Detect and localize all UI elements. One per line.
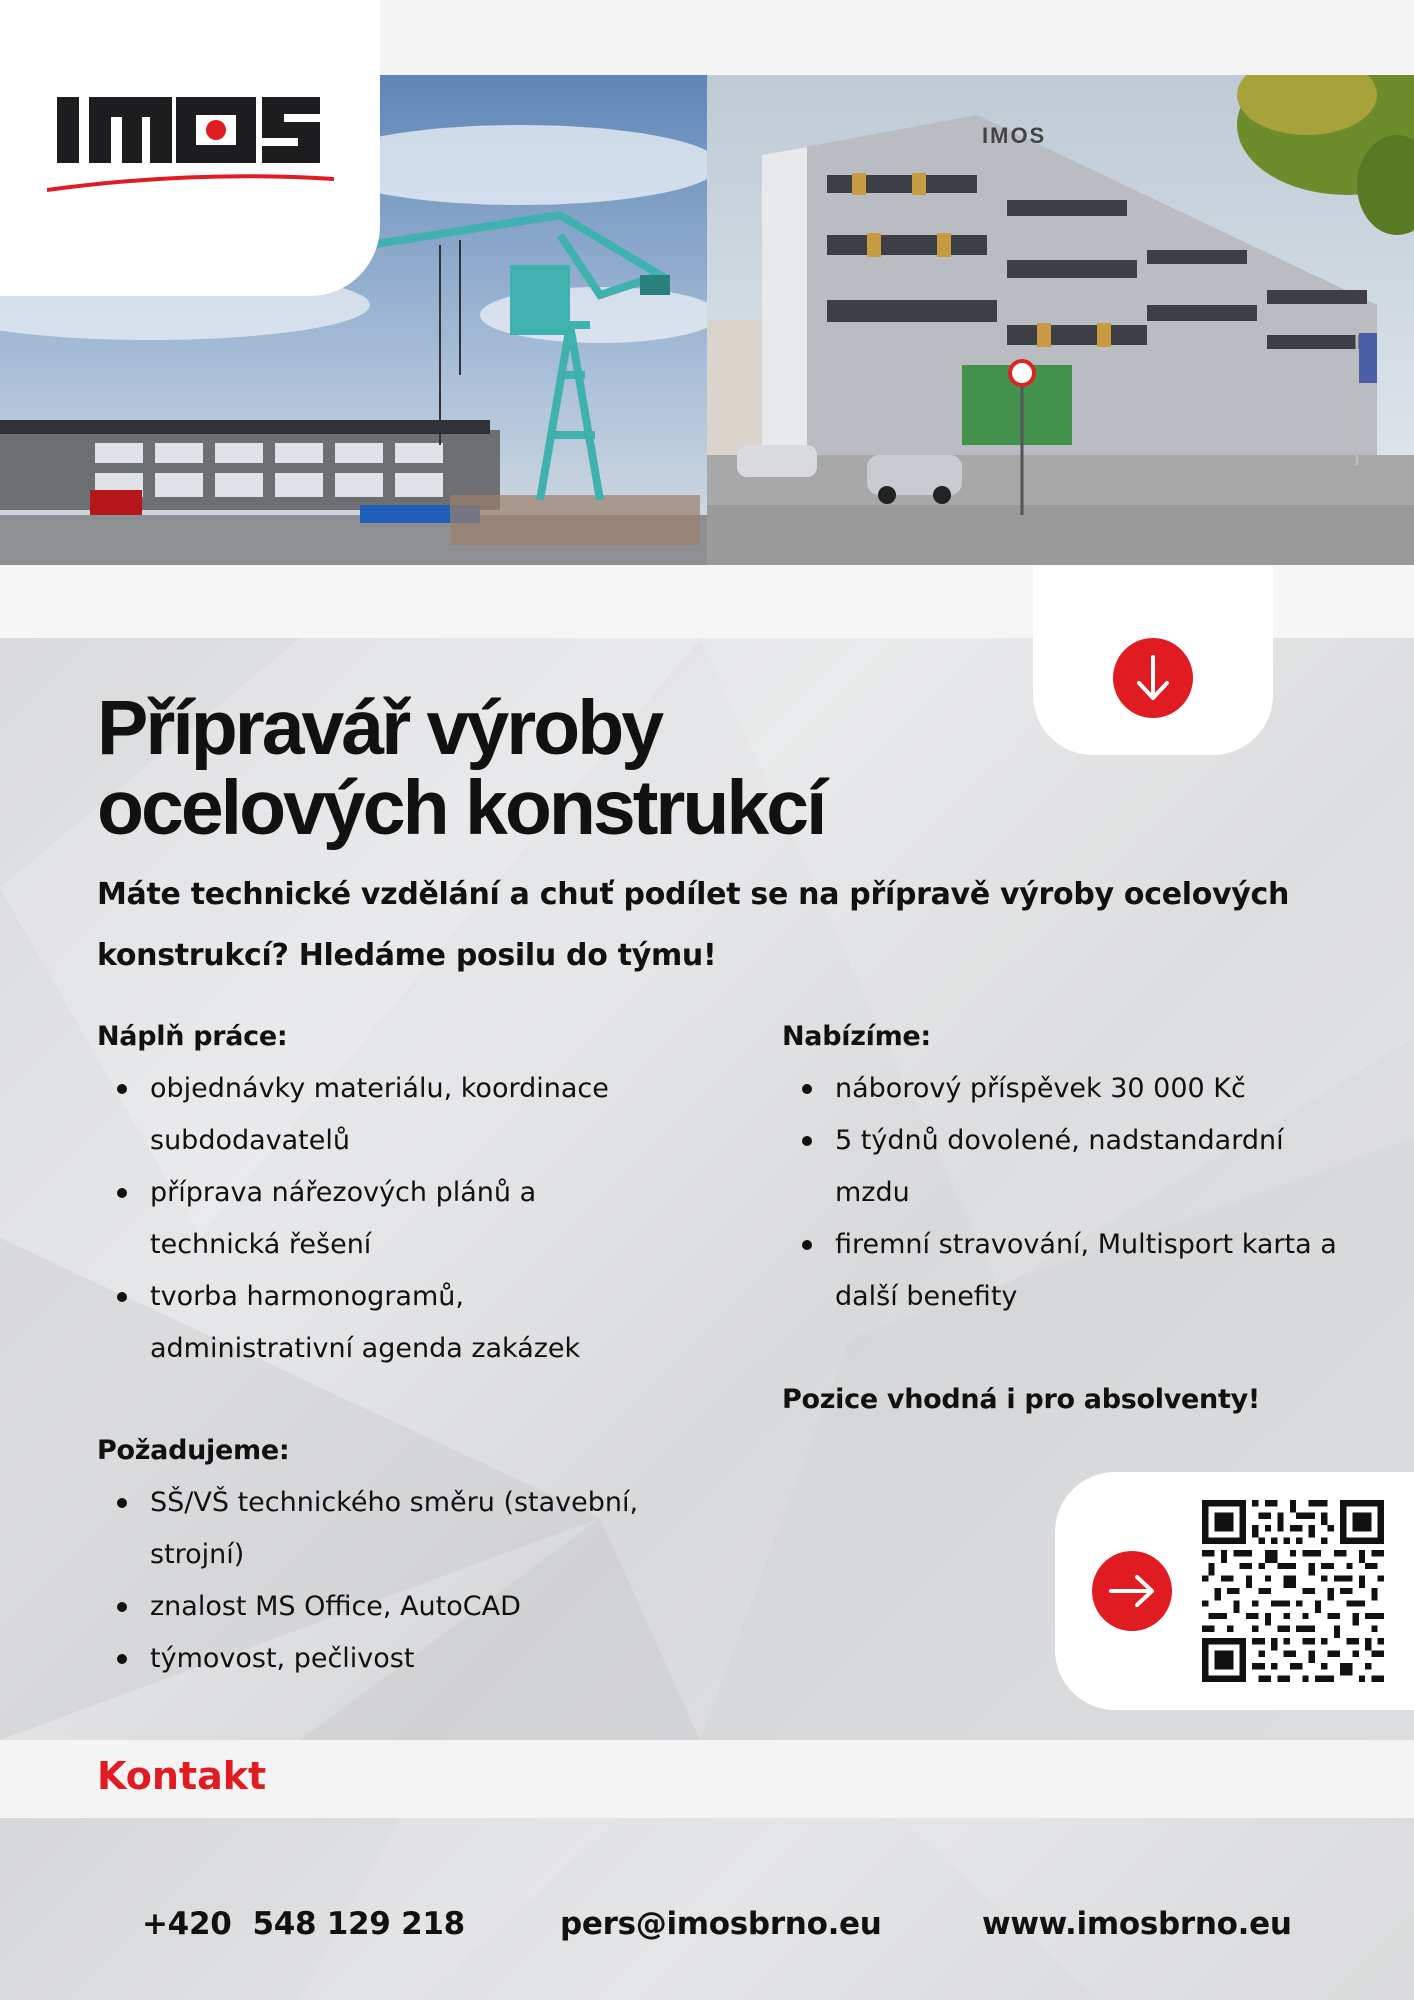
arrow-right-icon[interactable]	[1092, 1551, 1172, 1631]
contact-email[interactable]: pers@imosbrno.eu	[560, 1906, 882, 1942]
office-building-photo	[707, 75, 1414, 565]
section-job-duties	[97, 1011, 657, 1375]
contact-header-bar	[0, 1740, 1414, 1818]
section-requirements	[97, 1425, 657, 1685]
list-item: SŠ/VŠ technického směru (stavební, strojní)	[97, 1477, 657, 1581]
qr-card	[1055, 1472, 1414, 1710]
list-item: znalost MS Office, AutoCAD	[97, 1581, 657, 1633]
list-item: týmovost, pečlivost	[97, 1633, 657, 1685]
list-item: náborový příspěvek 30 000 Kč	[782, 1063, 1342, 1115]
job-intro: Máte technické vzdělání a chuť podílet se na přípravě výroby ocelových konstrukcí? Hledáme posilu do týmu!	[97, 877, 1290, 973]
list-item: firemní stravování, Multisport karta a další benefity	[782, 1219, 1342, 1323]
logo-card	[0, 0, 380, 296]
section-heading: Požadujeme:	[97, 1435, 290, 1466]
title-line-2: ocelových konstrukcí	[97, 765, 825, 851]
contact-footer	[0, 1818, 1414, 2000]
building-sign: IMOS	[982, 123, 1047, 148]
title-line-1: Přípravář výroby	[97, 685, 662, 771]
job-title	[97, 685, 997, 851]
arrow-down-icon[interactable]	[1113, 638, 1193, 718]
scroll-card	[1033, 565, 1273, 755]
list-item: příprava nářezových plánů a technická řešení	[97, 1167, 657, 1271]
graduates-note: Pozice vhodná i pro absolventy!	[782, 1384, 1260, 1415]
contact-heading: Kontakt	[97, 1754, 267, 1798]
list-item: 5 týdnů dovolené, nadstandardní mzdu	[782, 1115, 1342, 1219]
contact-website[interactable]: www.imosbrno.eu	[982, 1906, 1292, 1942]
section-benefits	[782, 1011, 1342, 1323]
contact-phone[interactable]: +420 548 129 218	[142, 1906, 465, 1942]
list-item: objednávky materiálu, koordinace subdodavatelů	[97, 1063, 657, 1167]
section-heading: Náplň práce:	[97, 1021, 288, 1052]
imos-logo	[44, 92, 336, 196]
qr-code[interactable]	[1202, 1500, 1384, 1682]
section-heading: Nabízíme:	[782, 1021, 931, 1052]
list-item: tvorba harmonogramů, administrativní agenda zakázek	[97, 1271, 657, 1375]
